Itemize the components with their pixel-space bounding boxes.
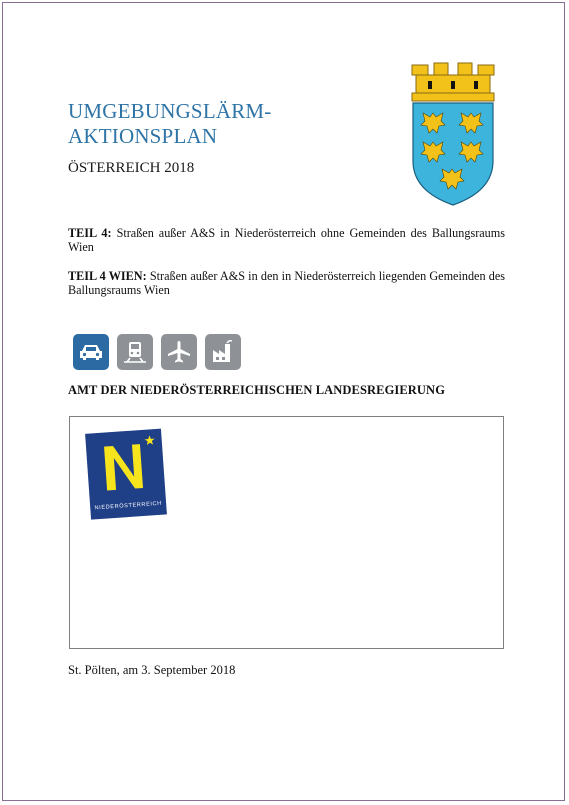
part-4-description <box>68 226 505 254</box>
factory-icon <box>205 334 241 370</box>
train-icon <box>117 334 153 370</box>
title-line-2: AKTIONSPLAN <box>68 124 218 148</box>
airplane-icon <box>161 334 197 370</box>
logo-caption: NIEDERÖSTERREICH <box>94 500 163 512</box>
document-page <box>2 2 565 801</box>
car-icon <box>73 334 109 370</box>
part-4-wien-description <box>68 269 505 297</box>
document-subtitle: ÖSTERREICH 2018 <box>68 160 195 176</box>
agency-name: AMT DER NIEDERÖSTERREICHISCHEN LANDESREGIERUNG <box>68 383 446 397</box>
part-4-label: TEIL 4: <box>68 226 112 240</box>
coat-of-arms-icon <box>408 61 498 207</box>
part-4-wien-text: Straßen außer A&S in den in Niederösterreich liegenden Gemeinden des Ballungsraums Wien <box>68 269 505 297</box>
date-line: St. Pölten, am 3. September 2018 <box>68 663 236 677</box>
part-4-text: Straßen außer A&S in Niederösterreich ohne Gemeinden des Ballungsraums Wien <box>68 226 505 254</box>
document-title <box>68 99 368 149</box>
title-line-1: UMGEBUNGSLÄRM- <box>68 99 272 123</box>
niederoesterreich-logo-icon <box>82 425 174 523</box>
noise-source-icons <box>73 334 241 370</box>
logo-box <box>69 416 504 649</box>
part-4-wien-label: TEIL 4 WIEN: <box>68 269 147 283</box>
